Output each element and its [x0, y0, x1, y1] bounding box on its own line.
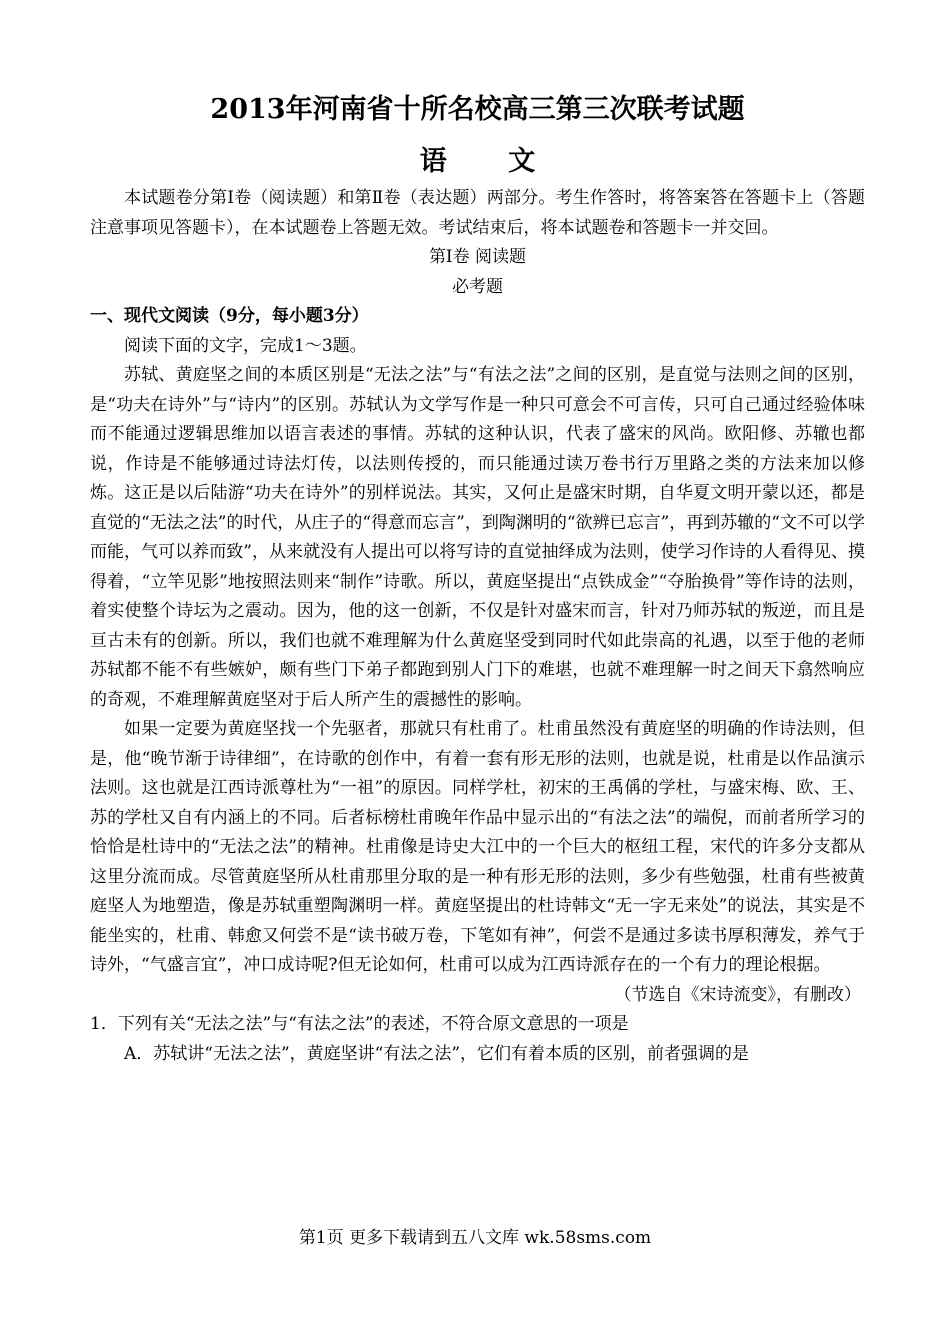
exam-title: 2013年河南省十所名校高三第三次联考试题 [210, 94, 745, 125]
question-1-option-a: A．苏轼讲“无法之法”，黄庭坚讲“有法之法”，它们有着本质的区别，前者强调的是 [124, 1043, 750, 1064]
part-heading: 第Ⅰ卷 阅读题 [428, 247, 527, 267]
exam-intro: 本试题卷分第Ⅰ卷（阅读题）和第Ⅱ卷（表达题）两部分。考生作答时，将答案答在答题卡上（答题注意事项见答题卡），在本试题卷上答题无效。考试结束后，将本试题卷和答题卡一并交回。 [90, 188, 865, 238]
exam-page [90, 90, 865, 1069]
part-subheading: 必考题 [452, 276, 503, 297]
page-footer: 第1页 更多下载请到五八文库 wk.58sms.com [298, 1228, 652, 1248]
question-1-stem: 1．下列有关“无法之法”与“有法之法”的表述，不符合原文意思的一项是 [90, 1014, 629, 1034]
passage-paragraph-1: 苏轼、黄庭坚之间的本质区别是“无法之法”与“有法之法”之间的区别，是直觉与法则之间的区别，是“功夫在诗外”与“诗内”的区别。苏轼认为文学写作是一种只可意会不可言传，只可自己通过经验体味而不能通过逻辑思维加以语言表述的事情。苏轼的这种认识，代表了盛宋的风尚。欧阳修、苏辙也都说，作诗是不能够通过诗法灯传，以法则传授的，而只能通过读万卷书行万里路之类的方法来加以修炼。这正是以后陆游“功夫在诗外”的别样说法。其实，又何止是盛宋时期，自华夏文明开蒙以还，都是直觉的“无法之法”的时代，从庄子的“得意而忘言”，到陶渊明的“欲辨已忘言”，再到苏辙的“文不可以学而能，气可以养而致”，从来就没有人提出可以将写诗的直觉抽绎成为法则，使学习作诗的人看得见、摸得着，“立竿见影”地按照法则来“制作”诗歌。所以，黄庭坚提出“点铁成金”“夺胎换骨”等作诗的法则，着实使整个诗坛为之震动。因为，他的这一创新，不仅是针对盛宋而言，针对乃师苏轼的叛逆，而且是亘古未有的创新。所以，我们也就不难理解为什么黄庭坚受到同时代如此崇高的礼遇，以至于他的老师苏轼都不能不有些嫉妒，颇有些门下弟子都跑到别人门下的难堪，也就不难理解一时之间天下翕然响应的奇观，不难理解黄庭坚对于后人所产生的震撼性的影响。 [90, 365, 865, 710]
passage-source: （节选自《宋诗流变》，有删改） [614, 984, 861, 1005]
section-heading: 一、现代文阅读（9分，每小题3分） [90, 306, 369, 326]
reading-instruction: 阅读下面的文字，完成1～3题。 [124, 335, 367, 356]
passage-paragraph-2: 如果一定要为黄庭坚找一个先驱者，那就只有杜甫了。杜甫虽然没有黄庭坚的明确的作诗法则，但是，他“晚节渐于诗律细”，在诗歌的创作中，有着一套有形无形的法则，也就是说，杜甫是以作品演示法则。这也就是江西诗派尊杜为“一祖”的原因。同样学杜，初宋的王禹偁的学杜，与盛宋梅、欧、王、苏的学杜又自有内涵上的不同。后者标榜杜甫晚年作品中显示出的“有法之法”的端倪，而前者所学习的恰恰是杜诗中的“无法之法”的精神。杜甫像是诗史大江中的一个巨大的枢纽工程，宋代的许多分支都从这里分流而成。尽管黄庭坚所从杜甫那里分取的是一种有形无形的法则，多少有些勉强，杜甫有些被黄庭坚人为地塑造，像是苏轼重塑陶渊明一样。黄庭坚提出的杜诗韩文“无一字无来处”的说法，其实是不能坐实的，杜甫、韩愈又何尝不是“读书破万卷，下笔如有神”，何尝不是通过多读书厚积薄发，养气于诗外，“气盛言宜”，冲口成诗呢?但无论如何，杜甫可以成为江西诗派存在的一个有力的理论根据。 [90, 719, 865, 975]
subject-title: 语 文 [419, 146, 562, 177]
